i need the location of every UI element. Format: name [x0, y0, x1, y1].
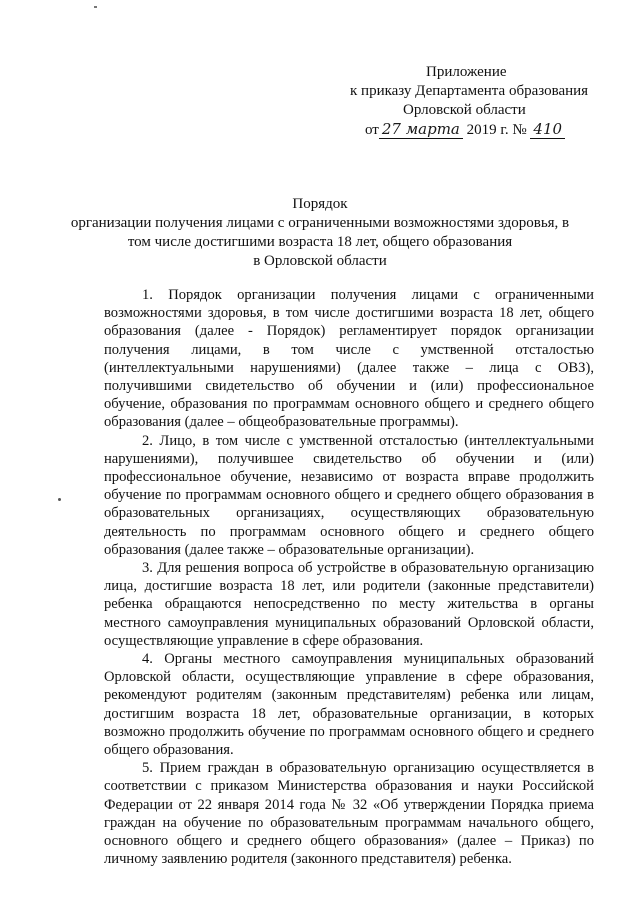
- title-heading: Порядок: [292, 196, 348, 212]
- appendix-date-line: [340, 120, 590, 144]
- handwritten-date: 27 марта: [379, 120, 463, 139]
- title-line: том числе достигшими возраста 18 лет, общего образования: [127, 234, 513, 250]
- paragraph-1: 1. Порядок организации получения лицами с ограниченными возможностями здоровья, в том числе достигшими возраста 18 лет, общего образования (далее - Порядок) регламентирует порядок организации получения лицами, в том числе с умственной отсталостью (интеллектуальными нарушениями) (далее также – лица с ОВЗ), получившими свидетельство об обучении и (или) профессиональное обучение, образования по программам основного общего и среднего общего образования (далее – общеобразовательные программы).: [104, 287, 594, 431]
- date-year: 2019 г. №: [466, 122, 527, 138]
- appendix-order-ref: к приказу Департамента образования: [350, 83, 589, 99]
- paragraph-5: 5. Прием граждан в образовательную организацию осуществляется в соответствии с приказом Министерства образования и науки Российской Федерации от 22 января 2014 года № 32 «Об утверждении Порядка приема граждан на обучение по образовательным программам начального общего, основного общего и среднего общего образования» (далее – Приказ) по личному заявлению родителя (законного представителя) ребенка.: [104, 760, 594, 868]
- document-title: [60, 195, 580, 271]
- date-prefix: от: [365, 122, 379, 138]
- scan-speck: [94, 6, 97, 8]
- appendix-header: [340, 63, 590, 144]
- title-line: в Орловской области: [253, 253, 387, 269]
- title-line: организации получения лицами с ограниченными возможностями здоровья, в: [70, 215, 570, 231]
- paragraph-2: 2. Лицо, в том числе с умственной отсталостью (интеллектуальными нарушениями), получившее свидетельство об обучении и (или) профессиональное обучение, независимо от возраста вправе продолжить обучение по программам основного общего и среднего общего образования в образовательных организациях, осуществляющих образовательную деятельность по программам основного общего и среднего общего образования (далее также – образовательные организации).: [104, 432, 594, 558]
- handwritten-number: 410: [530, 120, 565, 139]
- appendix-label: Приложение: [426, 64, 507, 80]
- paragraph-3: 3. Для решения вопроса об устройстве в образовательную организацию лица, достигшие возраста 18 лет, или родители (законные представители) ребенка обращаются непосредственно по месту жительства в органы местного самоуправления муниципальных образований Орловской области, осуществляющие управление в сфере образования.: [104, 560, 594, 649]
- paragraph-4: 4. Органы местного самоуправления муниципальных образований Орловской области, осуществляющие управление в сфере образования, рекомендуют родителям (законным представителям) ребенка или лицам, достигшим возраста 18 лет, образовательные организации, в которых возможно продолжить обучение по программам основного общего и среднего общего образования.: [104, 651, 594, 759]
- appendix-region: Орловской области: [403, 102, 526, 118]
- scan-speck: [58, 498, 61, 501]
- document-body: [104, 286, 594, 869]
